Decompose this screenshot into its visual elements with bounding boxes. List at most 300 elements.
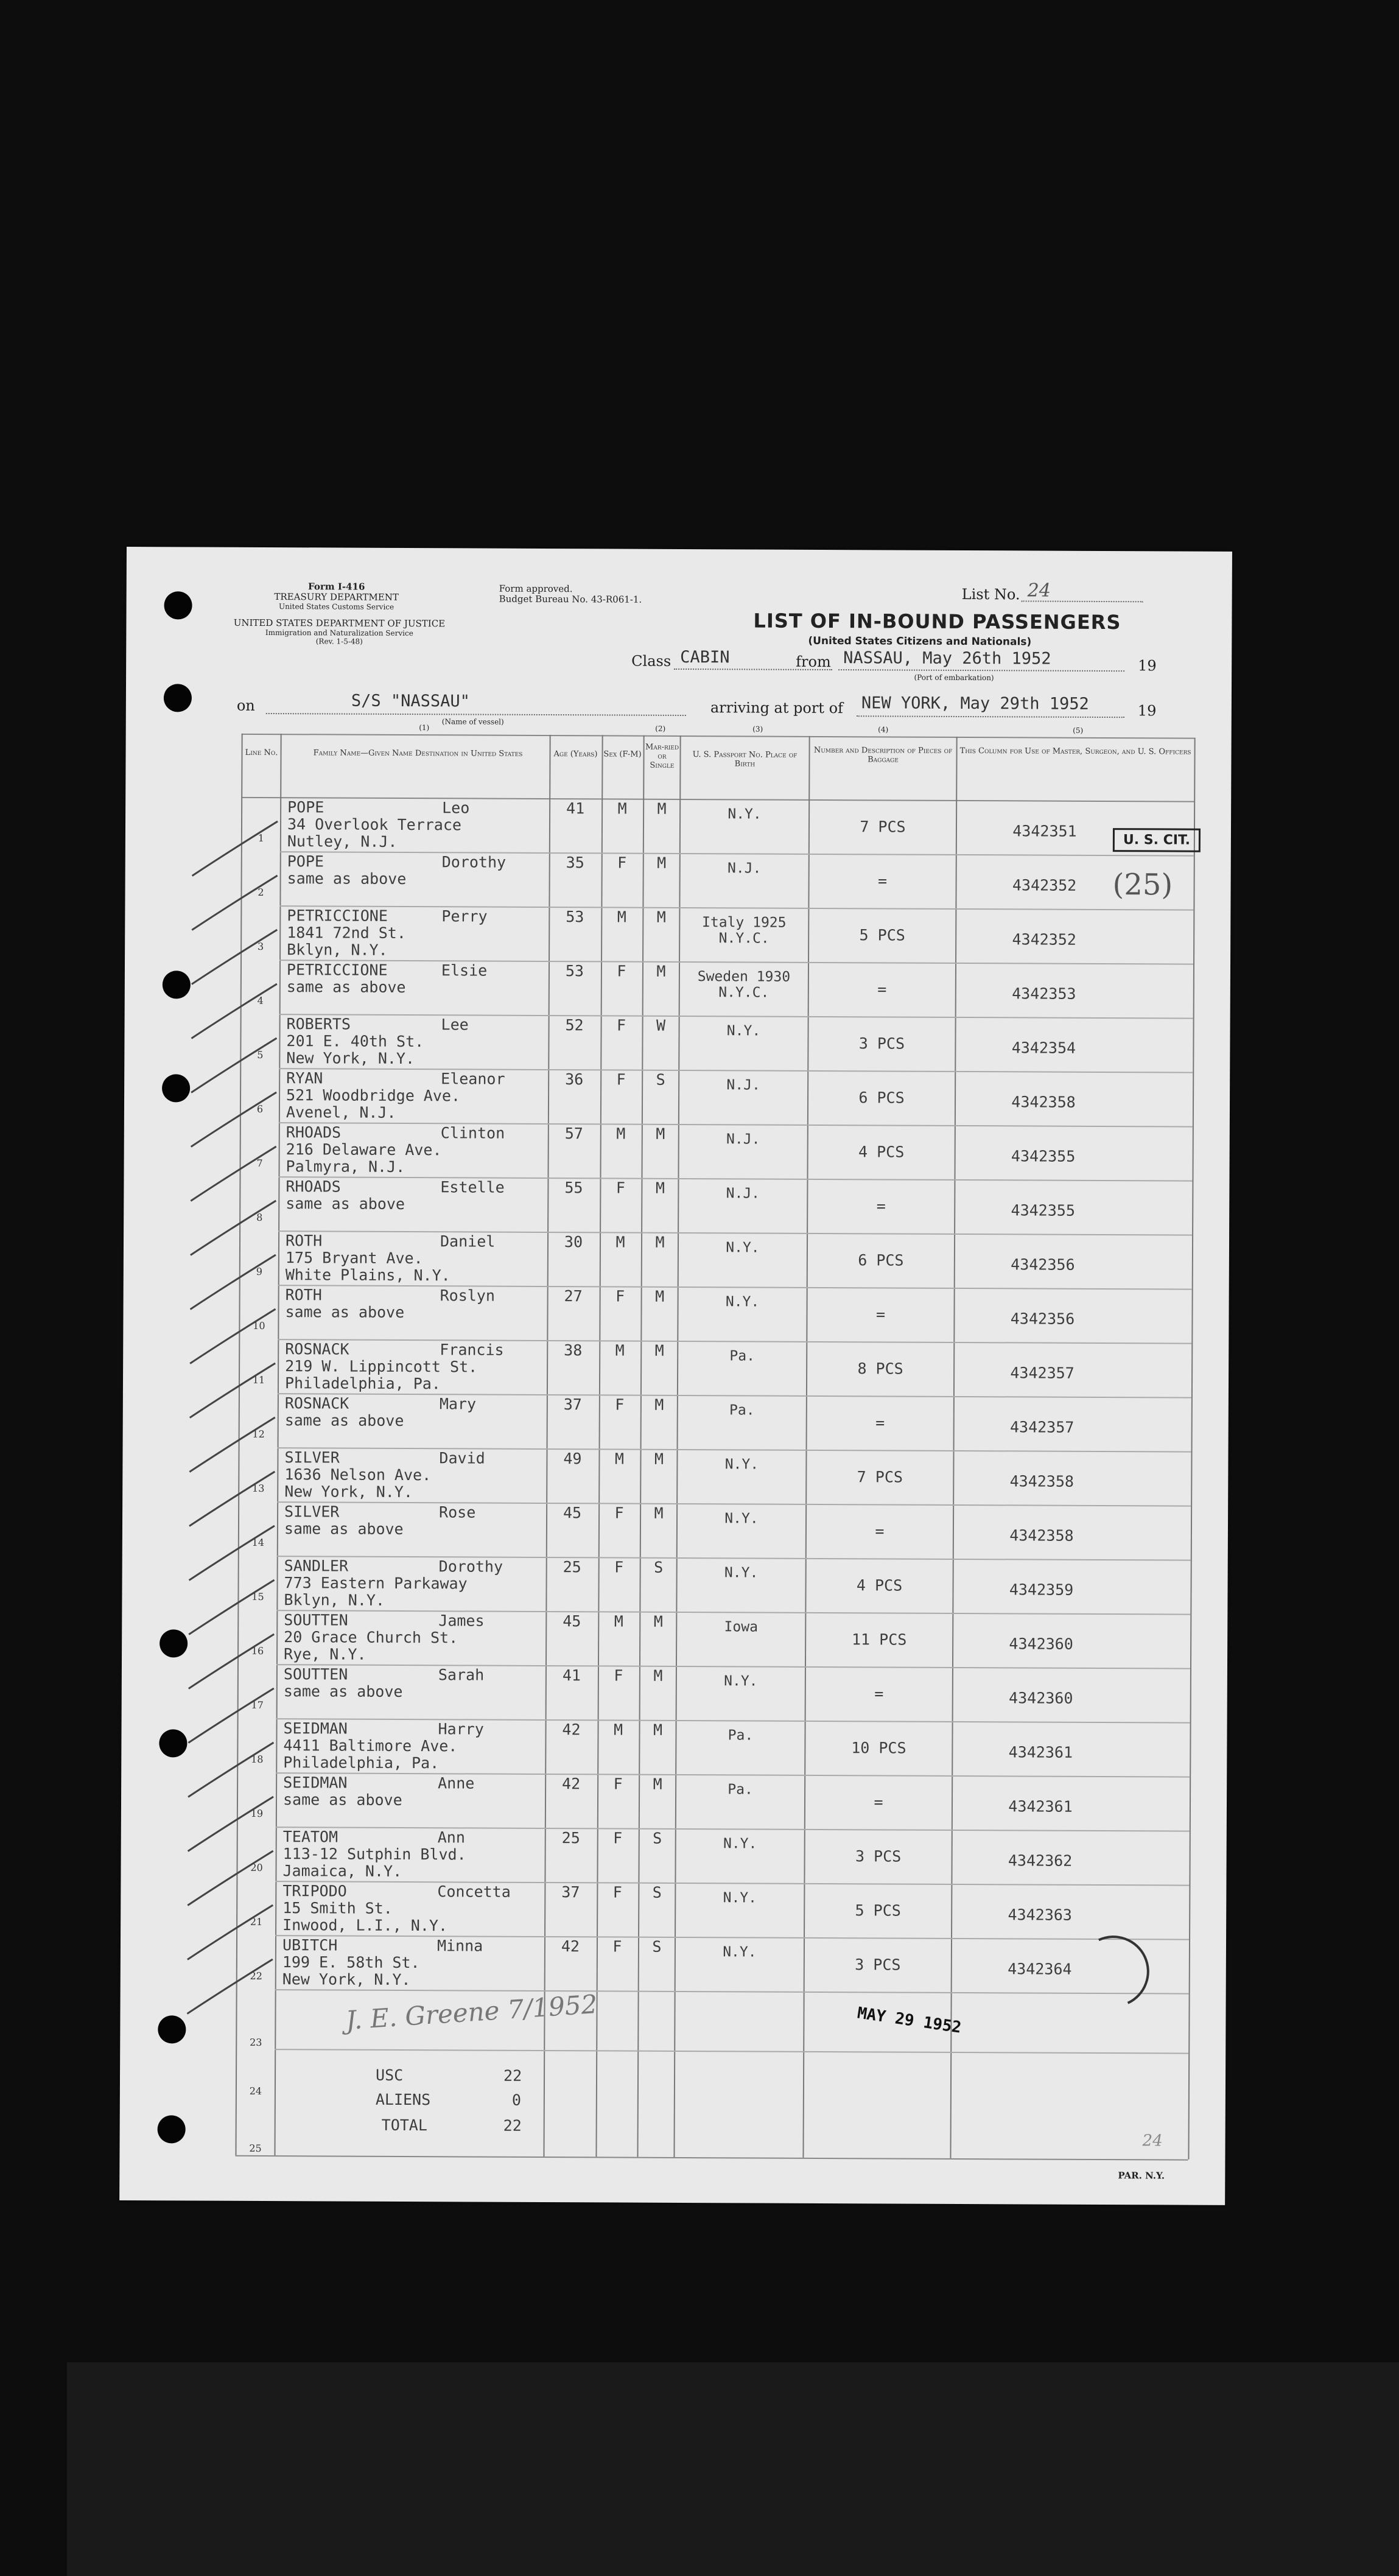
sex: M (617, 908, 626, 926)
line-number: 18 (251, 1753, 264, 1765)
aliens-value: 0 (511, 2091, 521, 2109)
handwritten-count: (25) (1112, 868, 1173, 902)
age: 49 (563, 1450, 582, 1468)
address-line-1: same as above (284, 1411, 404, 1430)
address-line-1: 773 Eastern Parkaway (284, 1574, 468, 1593)
address-line-2: Bklyn, N.Y. (287, 941, 388, 959)
line-number: 13 (252, 1482, 265, 1495)
family-name: POPE (287, 798, 324, 816)
family-name: RYAN (286, 1069, 323, 1087)
baggage: 3 PCS (858, 1034, 905, 1053)
officer-number: 4342360 (1009, 1689, 1073, 1707)
age: 45 (563, 1504, 582, 1522)
row-rule (280, 851, 1194, 857)
address-line-1: same as above (286, 978, 406, 997)
baggage: 7 PCS (857, 1468, 903, 1486)
col-num-3: (3) (752, 725, 763, 734)
given-name: Ann (437, 1828, 465, 1847)
age: 52 (565, 1016, 584, 1034)
place-of-birth: N.Y. (723, 1944, 757, 1960)
baggage: 10 PCS (851, 1739, 906, 1757)
row-rule (278, 1339, 1191, 1344)
list-no-label: List No. (961, 585, 1020, 603)
officer-number: 4342355 (1011, 1147, 1076, 1165)
row-rule (276, 1664, 1190, 1669)
check-mark (191, 1092, 276, 1147)
from-label: from (796, 653, 831, 671)
form-subtitle: (United States Citizens and Nationals) (808, 634, 1032, 648)
officer-number: 4342364 (1008, 1960, 1072, 1978)
check-mark (189, 1579, 274, 1635)
age: 25 (561, 1829, 580, 1847)
row-rule (275, 1935, 1189, 1940)
from-line (838, 669, 1124, 672)
marital-status: M (657, 799, 667, 818)
family-name: TEATOM (282, 1828, 338, 1846)
row-rule (278, 1393, 1191, 1399)
place-of-birth: Pa. (729, 1348, 756, 1364)
baggage: = (877, 980, 887, 998)
officer-number: 4342352 (1012, 876, 1077, 894)
given-name: Perry (441, 907, 488, 925)
place-of-birth: Pa. (728, 1727, 754, 1744)
address-line-2: Philadelphia, Pa. (283, 1753, 440, 1772)
officer-number: 4342356 (1011, 1255, 1075, 1274)
officer-number: 4342357 (1009, 1418, 1075, 1436)
family-name: RHOADS (286, 1123, 342, 1142)
col-rule (1188, 738, 1195, 2160)
marital-status: S (652, 1937, 662, 1956)
line-number: 23 (250, 2036, 262, 2048)
address-line-2: New York, N.Y. (286, 1049, 415, 1068)
justice-dept-block (217, 618, 461, 647)
punch-hole (164, 591, 192, 619)
marital-status: M (654, 1341, 664, 1360)
place-of-birth: Pa. (729, 1402, 755, 1419)
usc-value: 22 (503, 2066, 522, 2085)
baggage: = (875, 1522, 885, 1540)
address-line-1: 216 Delaware Ave. (286, 1140, 442, 1159)
check-mark (191, 1037, 276, 1093)
age: 37 (561, 1883, 580, 1901)
row-rule (275, 1881, 1189, 1886)
given-name: Francis (440, 1341, 504, 1359)
baggage: = (874, 1793, 883, 1811)
place-of-birth: N.Y. (724, 1565, 759, 1581)
officer-number: 4342357 (1010, 1364, 1075, 1382)
address-line-1: same as above (283, 1682, 403, 1700)
address-line-2: Avenel, N.J. (286, 1103, 396, 1121)
line-number: 9 (256, 1265, 262, 1277)
place-of-birth: Sweden 1930 N.Y.C. (697, 969, 791, 1001)
check-mark (189, 1525, 275, 1581)
given-name: Dorothy (441, 853, 507, 871)
given-name: Estelle (440, 1178, 505, 1196)
check-mark (187, 1959, 272, 2014)
check-mark (192, 821, 278, 876)
officer-number: 4342352 (1012, 930, 1076, 949)
check-mark (190, 1363, 275, 1418)
sex: M (614, 1450, 625, 1468)
row-rule (277, 1556, 1191, 1561)
marital-status: S (652, 1883, 662, 1901)
family-name: RHOADS (286, 1177, 341, 1196)
age: 27 (564, 1287, 583, 1305)
baggage: 8 PCS (857, 1360, 903, 1378)
sex: F (614, 1504, 624, 1522)
line-number: 5 (257, 1048, 264, 1061)
from-value: NASSAU, May 26th 1952 (843, 648, 1051, 669)
marital-status: M (655, 1233, 665, 1251)
given-name: Anne (438, 1774, 475, 1792)
sex: F (614, 1558, 624, 1576)
sex: M (615, 1233, 625, 1251)
ins-service: Immigration and Naturalization Service (265, 628, 413, 638)
officer-number: 4342353 (1012, 984, 1076, 1003)
col-num-1: (1) (419, 723, 430, 732)
officer-number: 4342355 (1011, 1201, 1075, 1220)
vessel-caption: (Name of vessel) (441, 717, 504, 726)
row-rule (276, 1827, 1190, 1832)
row-rule (279, 1014, 1193, 1019)
place-of-birth: N.J. (726, 1185, 760, 1202)
officer-number: 4342361 (1008, 1797, 1073, 1816)
row-rule (279, 1068, 1193, 1073)
marital-status: M (654, 1395, 664, 1414)
place-of-birth: Iowa (724, 1619, 759, 1635)
sex: F (617, 962, 626, 980)
line-number: 20 (250, 1861, 263, 1873)
baggage: = (874, 1685, 884, 1703)
corner-mark: 24 (1142, 2132, 1163, 2150)
address-line-1: 201 E. 40th St. (286, 1032, 424, 1051)
baggage: 7 PCS (860, 818, 906, 836)
given-name: Rose (439, 1503, 476, 1521)
row-rule (279, 905, 1193, 911)
treasury-dept: TREASURY DEPARTMENT (274, 591, 399, 603)
vessel-value: S/S "NASSAU" (351, 691, 471, 711)
baggage: = (876, 1197, 886, 1215)
row-rule (278, 1447, 1191, 1453)
customs-service: United States Customs Service (278, 602, 394, 611)
sex: M (616, 1125, 626, 1143)
given-name: David (439, 1449, 485, 1467)
line-number: 11 (252, 1374, 265, 1386)
table-bottom-rule (235, 2155, 1188, 2161)
form-header-left (251, 581, 422, 611)
marital-status: S (654, 1558, 664, 1576)
check-mark (191, 1254, 276, 1310)
officer-number: 4342363 (1008, 1906, 1072, 1924)
row-rule (276, 1610, 1190, 1615)
list-no-value: 24 (1027, 580, 1051, 602)
family-name: POPE (287, 852, 324, 871)
sex: M (615, 1341, 625, 1360)
officer-number: 4342354 (1011, 1039, 1076, 1057)
age: 42 (562, 1721, 581, 1739)
header-baggage: Number and Description of Pieces of Baggage (813, 745, 953, 765)
baggage: 5 PCS (855, 1901, 901, 1920)
age: 53 (565, 962, 584, 980)
age: 25 (563, 1558, 581, 1576)
family-name: SEIDMAN (283, 1719, 348, 1738)
given-name: Concetta (437, 1883, 511, 1901)
line-number: 10 (253, 1319, 265, 1332)
sex: F (615, 1287, 625, 1305)
usc-label: USC (375, 2066, 404, 2085)
baggage: 3 PCS (855, 1956, 901, 1974)
given-name: James (438, 1612, 485, 1630)
approval-block (499, 584, 682, 605)
baggage: 5 PCS (859, 926, 905, 944)
sex: F (615, 1395, 625, 1414)
sex: F (614, 1666, 623, 1685)
us-citizen-stamp: U. S. CIT. (1113, 828, 1201, 852)
sex: F (612, 1937, 622, 1956)
check-mark (188, 1796, 273, 1851)
place-of-birth: N.J. (727, 860, 762, 877)
place-of-birth: N.Y. (724, 1673, 758, 1690)
address-line-1: same as above (282, 1791, 402, 1809)
check-mark (190, 1308, 275, 1364)
address-line-1: 113-12 Sutphin Blvd. (282, 1845, 466, 1864)
check-mark (192, 875, 277, 930)
revision: (Rev. 1-5-48) (315, 637, 363, 646)
officer-signature: J. E. Greene 7/1952 (345, 1989, 598, 2035)
col-rule (950, 737, 957, 2158)
officer-number: 4342358 (1011, 1093, 1076, 1111)
age: 42 (561, 1937, 580, 1956)
place-of-birth: Pa. (728, 1781, 753, 1798)
address-line-1: same as above (287, 869, 407, 888)
marital-status: M (653, 1666, 663, 1685)
aliens-label: ALIENS (375, 2090, 431, 2109)
marital-status: M (656, 1125, 665, 1143)
row-rule (278, 1285, 1192, 1290)
given-name: Sarah (438, 1666, 485, 1684)
address-line-1: 1841 72nd St. (287, 924, 406, 942)
place-of-birth: Italy 1925 N.Y.C. (702, 914, 787, 947)
check-mark (188, 1688, 273, 1743)
row-rule (275, 2049, 1188, 2054)
family-name: SILVER (284, 1503, 340, 1521)
given-name: Minna (437, 1937, 483, 1955)
microfilm-edge (67, 2362, 1399, 2576)
sex: F (615, 1179, 626, 1197)
address-line-2: Nutley, N.J. (287, 832, 398, 851)
place-of-birth: N.Y. (726, 1023, 761, 1039)
sex: F (617, 854, 627, 872)
address-line-2: New York, N.Y. (282, 1970, 411, 1989)
row-rule (276, 1772, 1190, 1778)
family-name: SOUTTEN (284, 1611, 348, 1629)
address-line-1: 15 Smith St. (282, 1899, 393, 1917)
address-line-2: Bklyn, N.Y. (284, 1591, 385, 1609)
col-num-5: (5) (1073, 726, 1084, 735)
punch-hole (158, 2115, 186, 2143)
place-of-birth: N.Y. (726, 1240, 760, 1256)
family-name: SANDLER (284, 1557, 349, 1575)
given-name: Daniel (440, 1232, 496, 1251)
given-name: Clinton (440, 1124, 505, 1142)
place-of-birth: N.Y. (723, 1836, 757, 1852)
given-name: Elsie (441, 961, 488, 980)
header-officers: This Column for Use of Master, Surgeon, and U. S. Officers (959, 746, 1191, 757)
line-number: 8 (256, 1211, 263, 1223)
line-number: 12 (252, 1428, 265, 1441)
on-label: on (236, 697, 255, 714)
date-stamp: MAY 29 1952 (856, 2004, 962, 2037)
marital-status: M (653, 1612, 663, 1630)
line-number: 1 (258, 832, 265, 844)
line-number: 17 (251, 1699, 264, 1711)
age: 38 (564, 1341, 583, 1360)
family-name: ROSNACK (285, 1340, 349, 1358)
form-approved: Form approved. (499, 583, 573, 595)
place-of-birth: N.Y. (723, 1890, 757, 1906)
table-header-rule (241, 797, 1194, 802)
table-top-rule (242, 734, 1194, 739)
baggage: = (875, 1305, 886, 1324)
marital-status: M (653, 1721, 663, 1739)
arriving-value: NEW YORK, May 29th 1952 (861, 693, 1089, 714)
address-line-2: White Plains, N.Y. (285, 1266, 451, 1285)
line-number: 21 (250, 1915, 263, 1928)
marital-status: M (657, 854, 667, 872)
justice-dept: UNITED STATES DEPARTMENT OF JUSTICE (233, 617, 446, 630)
address-line-2: New York, N.Y. (284, 1483, 413, 1501)
line-number: 14 (251, 1536, 265, 1549)
family-name: ROSNACK (284, 1394, 349, 1413)
check-mark (188, 1904, 273, 1960)
baggage: 6 PCS (858, 1089, 905, 1107)
baggage: 3 PCS (855, 1847, 902, 1865)
family-name: SEIDMAN (283, 1774, 348, 1792)
form-number: Form I-416 (307, 581, 365, 592)
sex: F (613, 1775, 623, 1793)
age: 37 (563, 1395, 582, 1414)
year-1: 19 (1138, 657, 1157, 675)
officer-number: 4342358 (1009, 1472, 1075, 1490)
marital-status: S (656, 1070, 665, 1089)
punch-hole (164, 684, 192, 712)
check-mark (189, 1634, 274, 1689)
line-number: 6 (256, 1103, 264, 1115)
officer-number: 4342360 (1009, 1635, 1073, 1653)
marital-status: M (656, 962, 666, 980)
address-line-1: 219 W. Lippincott St. (285, 1357, 478, 1376)
header-name: Family Name—Given Name Destination in United States (313, 748, 523, 759)
given-name: Lee (441, 1016, 469, 1034)
check-mark (191, 1146, 276, 1201)
age: 36 (565, 1070, 584, 1089)
given-name: Eleanor (441, 1070, 505, 1088)
col-rule (802, 736, 810, 2158)
given-name: Mary (439, 1395, 477, 1413)
marital-status: M (656, 908, 666, 926)
check-mark (188, 1742, 273, 1797)
total-value: 22 (503, 2116, 522, 2135)
check-mark (189, 1471, 275, 1526)
officer-number: 4342361 (1008, 1743, 1073, 1761)
family-name: ROBERTS (286, 1015, 351, 1033)
given-name: Dorothy (438, 1557, 503, 1576)
sex: F (613, 1829, 623, 1847)
address-line-1: same as above (286, 1195, 405, 1213)
vessel-line (266, 713, 686, 716)
place-of-birth: N.J. (726, 1077, 760, 1093)
line-number: 16 (251, 1644, 264, 1657)
address-line-2: Rye, N.Y. (284, 1645, 366, 1663)
check-mark (189, 1417, 275, 1472)
col-num-4: (4) (878, 725, 889, 734)
given-name: Roslyn (440, 1286, 496, 1305)
baggage: 11 PCS (851, 1630, 907, 1649)
arriving-label: arriving at port of (710, 699, 844, 717)
marital-status: S (653, 1829, 662, 1847)
age: 57 (564, 1125, 583, 1143)
officer-number: 4342351 (1012, 822, 1077, 840)
officer-number: 4342358 (1009, 1526, 1074, 1545)
age: 53 (566, 908, 584, 926)
port-embarkation-caption: (Port of embarkation) (914, 673, 994, 683)
address-line-1: same as above (285, 1303, 405, 1322)
line-number: 24 (249, 2085, 262, 2097)
budget-bureau: Budget Bureau No. 43-R061-1. (499, 593, 642, 605)
row-rule (277, 1501, 1191, 1507)
line-number: 7 (256, 1157, 263, 1169)
family-name: SOUTTEN (283, 1665, 348, 1683)
age: 41 (562, 1666, 581, 1685)
address-line-2: Jamaica, N.Y. (282, 1862, 402, 1880)
header-married: Mar-ried or Single (645, 742, 679, 770)
given-name: Leo (442, 799, 470, 817)
row-rule (278, 1230, 1192, 1236)
arriving-line (857, 715, 1124, 718)
address-line-1: 34 Overlook Terrace (287, 815, 462, 834)
age: 45 (563, 1612, 581, 1630)
officer-number: 4342359 (1009, 1581, 1074, 1599)
sex: F (616, 1016, 626, 1034)
marital-status: M (655, 1287, 665, 1305)
line-number: 2 (258, 886, 264, 898)
family-name: PETRICCIONE (286, 961, 388, 979)
place-of-birth: N.Y. (724, 1511, 759, 1527)
family-name: PETRICCIONE (287, 907, 388, 925)
row-rule (275, 1989, 1189, 1995)
total-label: TOTAL (381, 2116, 428, 2135)
row-rule (279, 960, 1193, 965)
printer-mark: PAR. N.Y. (1118, 2170, 1165, 2181)
family-name: ROTH (285, 1232, 323, 1250)
class-label: Class (631, 652, 671, 670)
age: 42 (562, 1775, 581, 1793)
line-number: 15 (251, 1590, 264, 1603)
address-line-1: 4411 Baltimore Ave. (283, 1736, 458, 1755)
family-name: UBITCH (282, 1936, 338, 1954)
marital-status: M (654, 1504, 664, 1522)
address-line-2: Palmyra, N.J. (286, 1157, 405, 1176)
age: 30 (564, 1233, 583, 1251)
marital-status: M (653, 1775, 662, 1793)
sex: F (612, 1883, 622, 1901)
address-line-1: 20 Grace Church St. (284, 1628, 458, 1647)
line-number: 4 (257, 994, 264, 1006)
marital-status: W (656, 1016, 666, 1034)
line-number: 3 (258, 940, 264, 952)
line-number: 19 (250, 1807, 264, 1819)
check-mark (188, 1850, 273, 1906)
